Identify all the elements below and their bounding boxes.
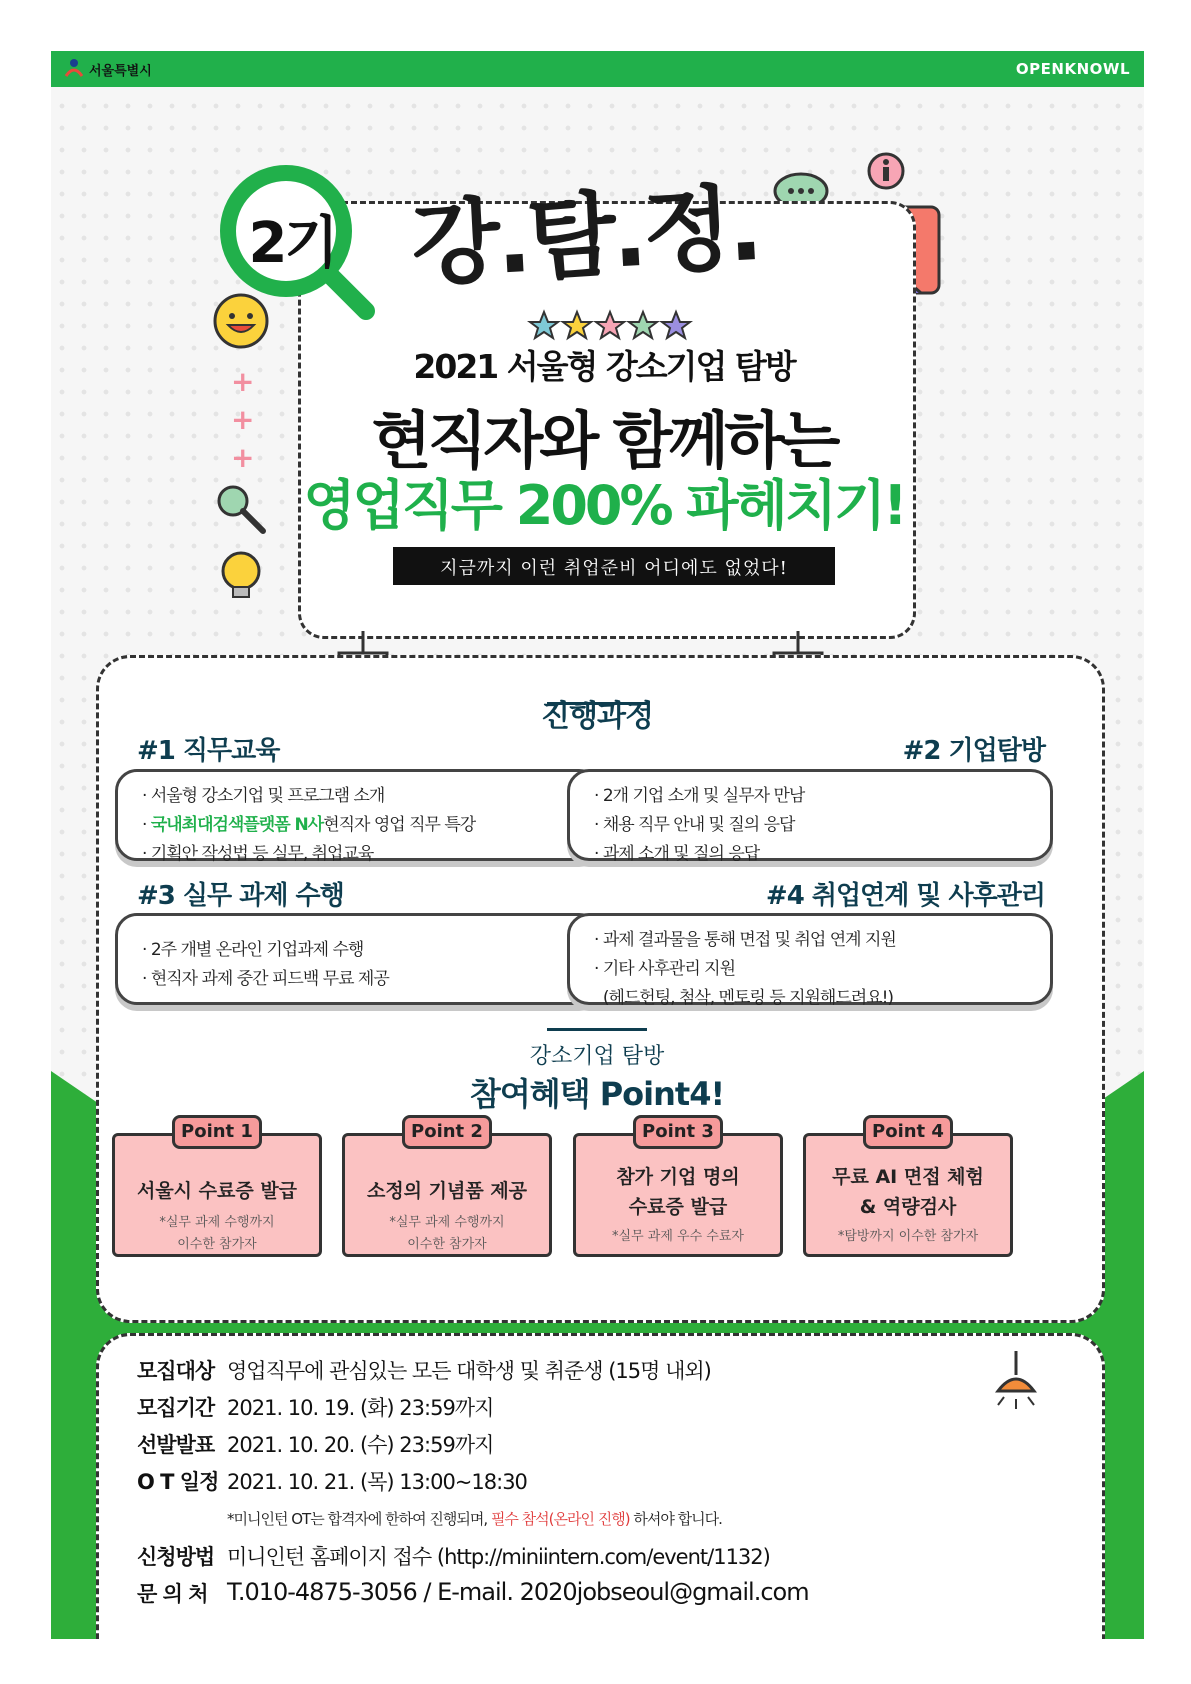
benefits-title: 참여혜택 Point4! xyxy=(469,1075,725,1113)
recruit-row-contact xyxy=(137,1578,809,1608)
step-2-label: #2 기업탐방 xyxy=(902,736,1045,766)
step-2-item: · 과제 소개 및 질의 응답 xyxy=(594,844,760,864)
step-4-label: #4 취업연계 및 사후관리 xyxy=(765,881,1045,911)
recruit-row-target xyxy=(137,1355,711,1385)
recruit-value: 2021. 10. 20. (수) 23:59까지 xyxy=(227,1433,494,1457)
point-4-tag: Point 4 xyxy=(863,1115,953,1149)
step-3-item: · 현직자 과제 중간 피드백 무료 제공 xyxy=(142,969,389,989)
step-4-card xyxy=(567,913,1053,1008)
point-3-title: 참가 기업 명의 xyxy=(616,1166,740,1188)
apply-link[interactable]: 미니인턴 홈페이지 접수 (http://miniintern.com/event/1132) xyxy=(227,1545,770,1569)
recruit-row-period xyxy=(137,1392,493,1422)
generation-label: 2기 xyxy=(248,211,336,276)
big-title: 강.탐.정. xyxy=(408,173,762,300)
lightbulb-left-icon xyxy=(211,541,271,611)
info-icon xyxy=(866,151,906,191)
plus-icons: + + + xyxy=(231,365,255,474)
recruit-row-announce xyxy=(137,1429,493,1459)
point-1-title: 서울시 수료증 발급 xyxy=(136,1180,298,1202)
step-4-item: · 기타 사후관리 지원 xyxy=(594,959,735,979)
contact-label: 문 의 처 xyxy=(137,1582,208,1606)
point-3-title-2: 수료증 발급 xyxy=(628,1196,728,1218)
poster xyxy=(51,51,1144,1639)
process-title: 진행과정 xyxy=(541,699,653,734)
recruit-value: 2021. 10. 19. (화) 23:59까지 xyxy=(227,1396,494,1420)
main-title: 현직자와 함께하는 xyxy=(371,404,837,477)
step-1-item: · 서울형 강소기업 및 프로그램 소개 xyxy=(142,786,385,806)
point-3-tag: Point 3 xyxy=(633,1115,723,1149)
step-2-item: · 채용 직무 안내 및 질의 응답 xyxy=(594,815,795,835)
ot-note: *미니인턴 OT는 합격자에 한하여 진행되며, 필수 참석(온라인 진행) 하셔야 합니다. xyxy=(227,1510,722,1528)
seoul-logo-text: 서울특별시 xyxy=(89,63,152,79)
recruit-value: 영업직무에 관심있는 모든 대학생 및 취준생 (15명 내외) xyxy=(227,1359,711,1383)
point-1-card xyxy=(112,1133,322,1257)
recruit-label: 모집대상 xyxy=(137,1359,215,1383)
point-1-tag: Point 1 xyxy=(172,1115,262,1149)
step-2-card xyxy=(567,769,1053,864)
step-3-label: #3 실무 과제 수행 xyxy=(137,881,344,911)
contact-value[interactable]: T.010-4875-3056 / E-mail. 2020jobseoul@gmail.com xyxy=(227,1578,809,1606)
recruit-label: O T 일정 xyxy=(137,1470,219,1494)
point-1-note-2: 이수한 참가자 xyxy=(177,1237,257,1252)
recruit-label: 선발발표 xyxy=(137,1433,215,1457)
openknowl-logo: OPENKNOWL xyxy=(1015,60,1130,78)
step-4-item: · 과제 결과물을 통해 면접 및 취업 연계 지원 xyxy=(594,930,896,950)
point-1-note: *실무 과제 수행까지 xyxy=(159,1215,275,1230)
point-2-card xyxy=(342,1133,552,1257)
slogan: 지금까지 이런 취업준비 어디에도 없었다! xyxy=(440,558,788,579)
recruit-row-apply xyxy=(137,1541,770,1571)
sub-title: 2021 서울형 강소기업 탐방 xyxy=(413,347,795,386)
point-4-card xyxy=(803,1133,1013,1257)
point-4-title: 무료 AI 면접 체험 xyxy=(832,1166,984,1188)
step-4-item: (헤드헌팅, 첨삭, 멘토링 등 지원해드려요!) xyxy=(602,988,894,1008)
seoul-logo xyxy=(63,57,152,81)
step-2-item: · 2개 기업 소개 및 실무자 만남 xyxy=(594,786,805,806)
recruit-value: 2021. 10. 21. (목) 13:00~18:30 xyxy=(227,1470,527,1494)
point-2-note-2: 이수한 참가자 xyxy=(407,1237,487,1252)
top-bar xyxy=(51,51,1144,87)
step-3-item: · 2주 개별 온라인 기업과제 수행 xyxy=(142,940,364,960)
step-1-card xyxy=(115,769,601,864)
seoul-logo-icon xyxy=(63,58,85,80)
apply-label: 신청방법 xyxy=(137,1545,215,1569)
star-icons xyxy=(527,309,697,343)
point-3-card xyxy=(573,1133,783,1257)
step-1-item: · 국내최대검색플랫폼 N사현직자 영업 직무 특강 xyxy=(142,815,476,835)
point-3-note: *실무 과제 우수 수료자 xyxy=(612,1229,744,1244)
benefits-rule xyxy=(547,1028,647,1031)
hanging-lamp-icon xyxy=(986,1351,1046,1431)
magnifier-small-icon xyxy=(211,479,271,539)
point-4-title-2: & 역량검사 xyxy=(859,1196,957,1218)
recruit-label: 모집기간 xyxy=(137,1396,215,1420)
step-1-label: #1 직무교육 xyxy=(137,736,280,766)
step-3-card xyxy=(115,913,601,1005)
point-2-title: 소정의 기념품 제공 xyxy=(366,1180,528,1202)
point-2-tag: Point 2 xyxy=(402,1115,492,1149)
step-1-item: · 기획안 작성법 등 실무, 취업교육 xyxy=(142,844,374,864)
benefits-kicker: 강소기업 탐방 xyxy=(529,1044,665,1069)
point-2-note: *실무 과제 수행까지 xyxy=(389,1215,505,1230)
recruit-row-ot xyxy=(137,1466,527,1496)
point-4-note: *탐방까지 이수한 참가자 xyxy=(837,1229,979,1244)
accent-title: 영업직무 200% 파헤치기! xyxy=(303,474,905,537)
